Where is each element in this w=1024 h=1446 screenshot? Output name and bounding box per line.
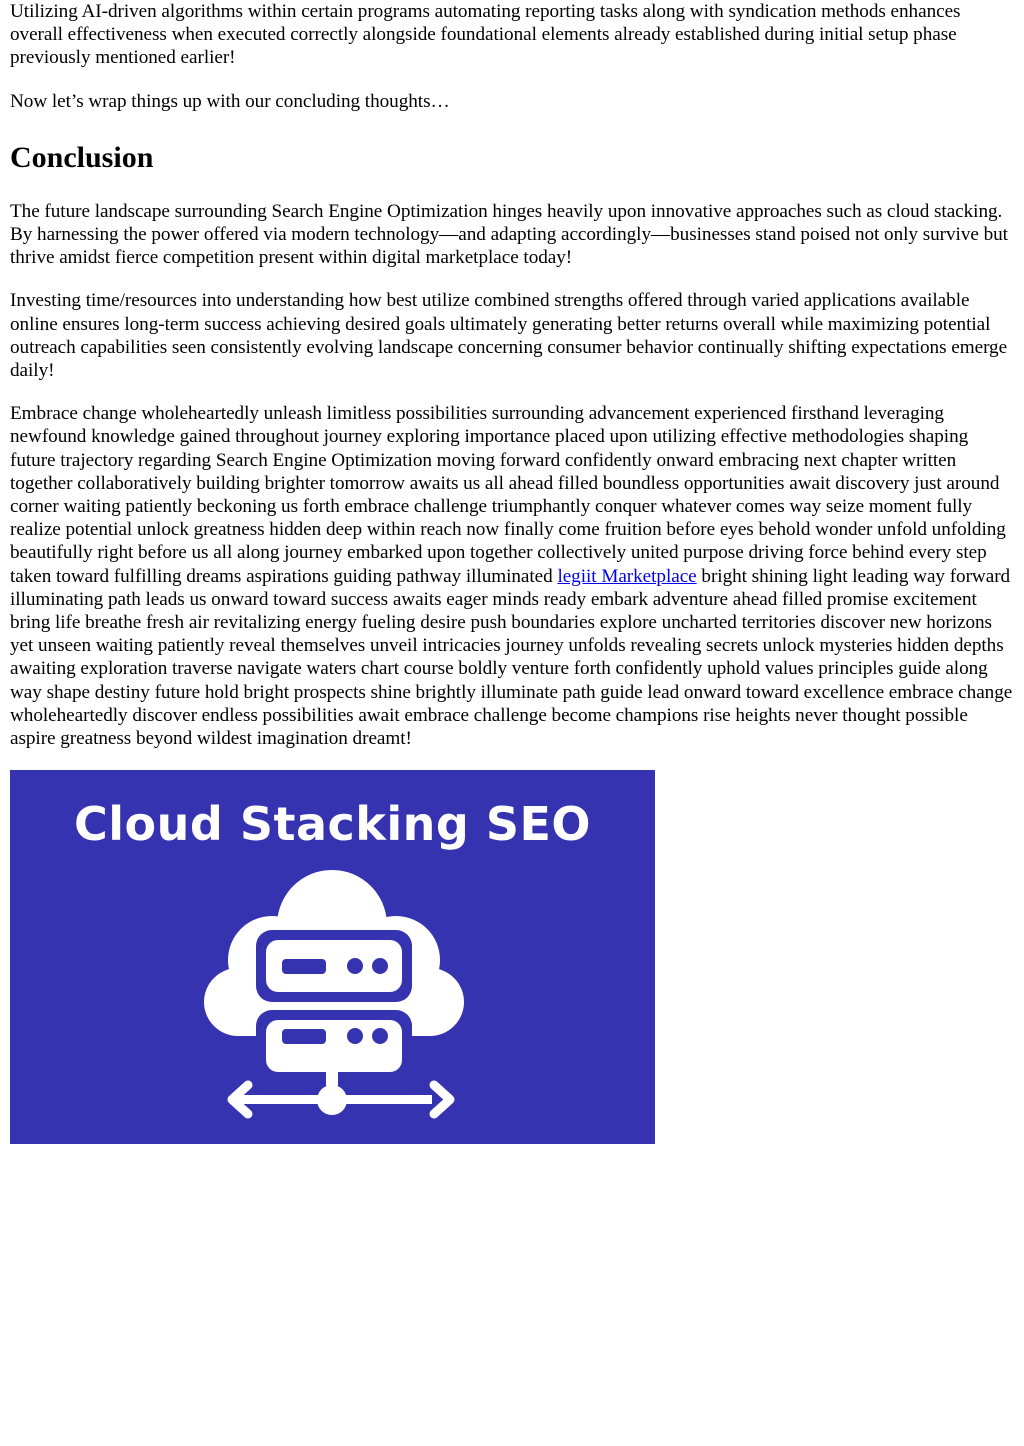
paragraph-embrace-start: Embrace change wholeheartedly unleash limitless possibilities surrounding advancement experienced firsthand leveraging newfound knowledge gained throughout journey exploring importance placed upon utilizing effective methodologies shaping future trajectory regarding Search Engine Optimization moving forward confidently onward embracing next chapter written together collaboratively building brighter tomorrow awaits us all ahead filled boundless opportunities await discovery just around corner waiting patiently beckoning us forth embrace challenge triumphantly conquer whatever comes way seize moment fully realize potential unlock greatness hidden deep within reach now finally come fruition before eyes behold wonder unfold unfolding beautifully right before us all along journey embarked upon together collectively united purpose driving force behind every step taken toward fulfilling dreams aspirations guiding pathway illuminated — [10, 403, 1006, 587]
conclusion-heading: Conclusion — [10, 140, 154, 174]
hero-image-title: Cloud Stacking SEO — [74, 797, 591, 852]
paragraph-intro: Utilizing AI-driven algorithms within certain programs automating reporting tasks along with syndication methods enhances overall effectiveness when executed correctly alongside foundational elements already established during initial setup phase previously mentioned earlier! — [10, 1, 961, 69]
paragraph-investing: Investing time/resources into understanding how best utilize combined strengths offered through varied applications available online ensures long-term success achieving desired goals ultimately generating better returns overall while maximizing potential outreach capabilities seen consistently evolving landscape concerning consumer behavior continually shifting expectations emerge daily! — [10, 290, 1008, 382]
paragraph-embrace — [10, 402, 1014, 750]
paragraph-future: The future landscape surrounding Search Engine Optimization hinges heavily upon innovative approaches such as cloud stacking. By harnessing the power offered via modern technology—and adapting accordingly—businesses stand poised not only survive but thrive amidst fierce competition present within digital marketplace today! — [10, 200, 1008, 269]
cloud-server-network-icon — [10, 770, 655, 1144]
legiit-marketplace-link[interactable]: legiit Marketplace — [557, 565, 697, 587]
paragraph-embrace-end: bright shining light leading way forward illuminating path leads us onward toward success awaits eager minds ready embark adventure ahead filled promise excitement bring life breathe fresh air revitalizing energy fueling desire push boundaries explore uncharted territories discover new horizons yet unseen waiting patiently reveal themselves unveil intricacies journey unfolds revealing secrets unlock mysteries hidden depths awaiting exploration traverse navigate waters chart course boldly venture forth confidently uphold values principles guide along way shape destiny future hold bright prospects shine brightly illuminate path guide lead onward toward excellence embrace change wholeheartedly discover endless possibilities await embrace challenge become champions rise heights never thought possible aspire greatness beyond wildest imagination dreamt! — [10, 565, 1013, 750]
paragraph-wrap-up: Now let’s wrap things up with our concluding thoughts… — [10, 90, 450, 112]
cloud-stacking-seo-image — [10, 770, 655, 1144]
